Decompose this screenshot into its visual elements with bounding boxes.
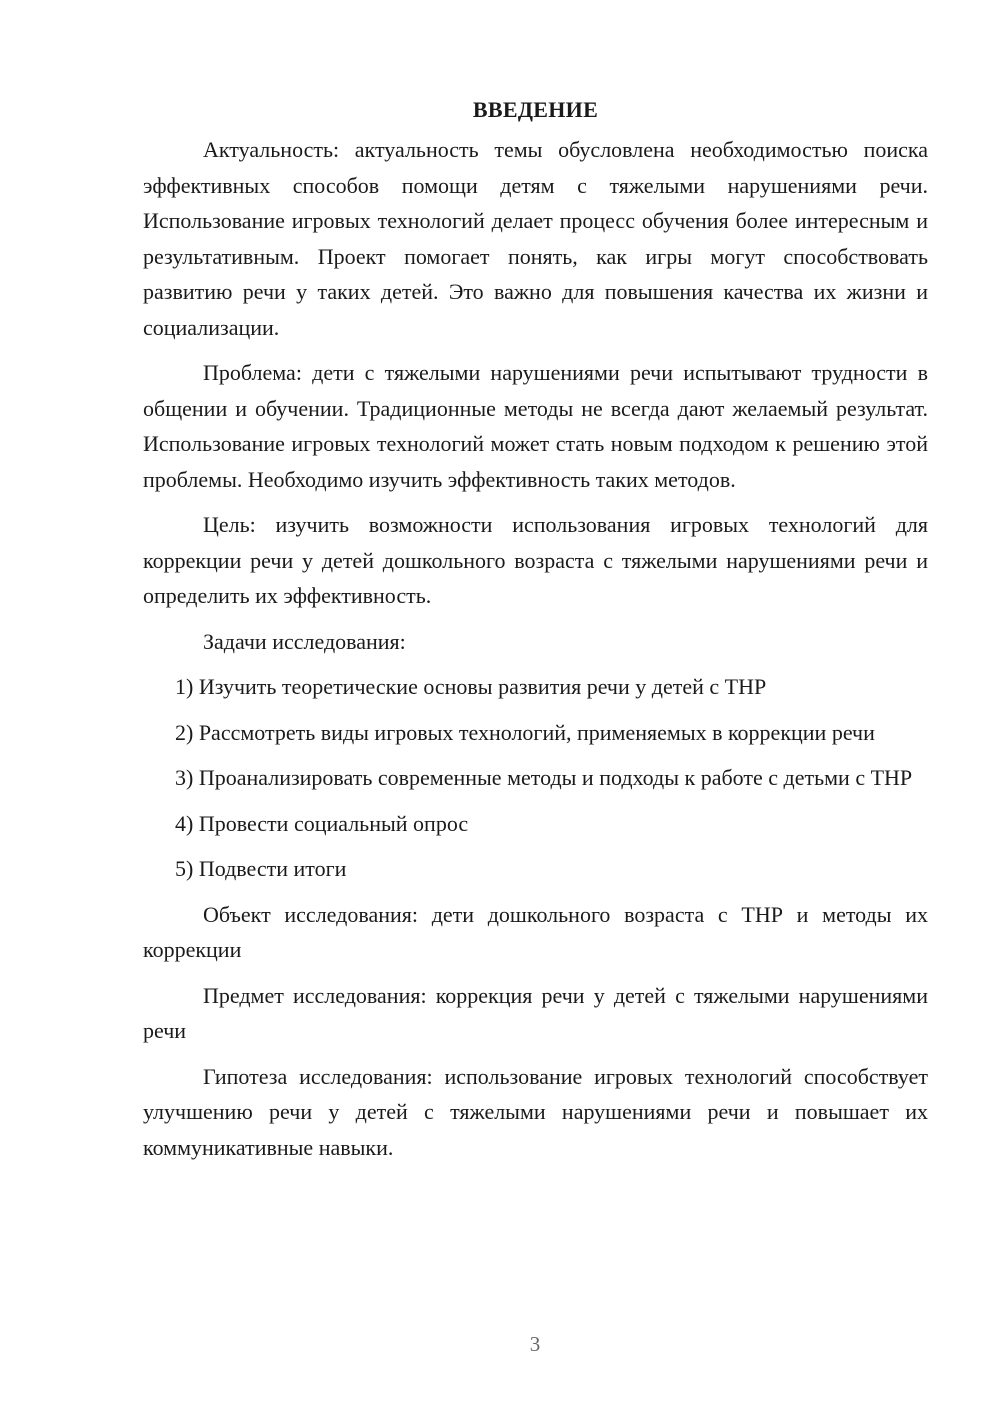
tasks-title: Задачи исследования: [203, 628, 406, 654]
document-page [143, 93, 928, 1165]
tasks-list [143, 669, 928, 887]
page-title: ВВЕДЕНИЕ [472, 97, 599, 122]
paragraph-goal: Цель: изучить возможности использования игровых технологий для коррекции речи у детей дошкольного возраста с тяжелыми нарушениями речи и определить их эффективность. [143, 512, 928, 608]
paragraph-subject: Предмет исследования: коррекция речи у детей с тяжелыми нарушениями речи [143, 982, 928, 1043]
list-item: 2) Рассмотреть виды игровых технологий, применяемых в коррекции речи [175, 719, 875, 745]
list-item: 5) Подвести итоги [175, 856, 347, 881]
paragraph-hypothesis: Гипотеза исследования: использование игровых технологий способствует улучшению речи у детей с тяжелыми нарушениями речи и повышает их коммуникативные навыки. [143, 1063, 928, 1160]
paragraph-relevance: Актуальность: актуальность темы обусловлена необходимостью поиска эффективных способов помощи детям с тяжелыми нарушениями речи. Использование игровых технологий делает процесс обучения более интересным и результативным. Проект помогает понять, как игры могут способствовать развитию речи у таких детей. Это важно для повышения качества их жизни и социализации. [143, 137, 928, 340]
page-number: 3 [529, 1332, 541, 1356]
paragraph-object: Объект исследования: дети дошкольного возраста с ТНР и методы их коррекции [143, 901, 928, 962]
paragraph-problem: Проблема: дети с тяжелыми нарушениями речи испытывают трудности в общении и обучении. Традиционные методы не всегда дают желаемый результат. Использование игровых технологий может стать новым подходом к решению этой проблемы. Необходимо изучить эффективность таких методов. [143, 360, 928, 492]
list-item: 1) Изучить теоретические основы развития речи у детей с ТНР [175, 674, 767, 699]
list-item: 3) Проанализировать современные методы и подходы к работе с детьми с ТНР [175, 765, 913, 790]
list-item: 4) Провести социальный опрос [175, 810, 469, 836]
